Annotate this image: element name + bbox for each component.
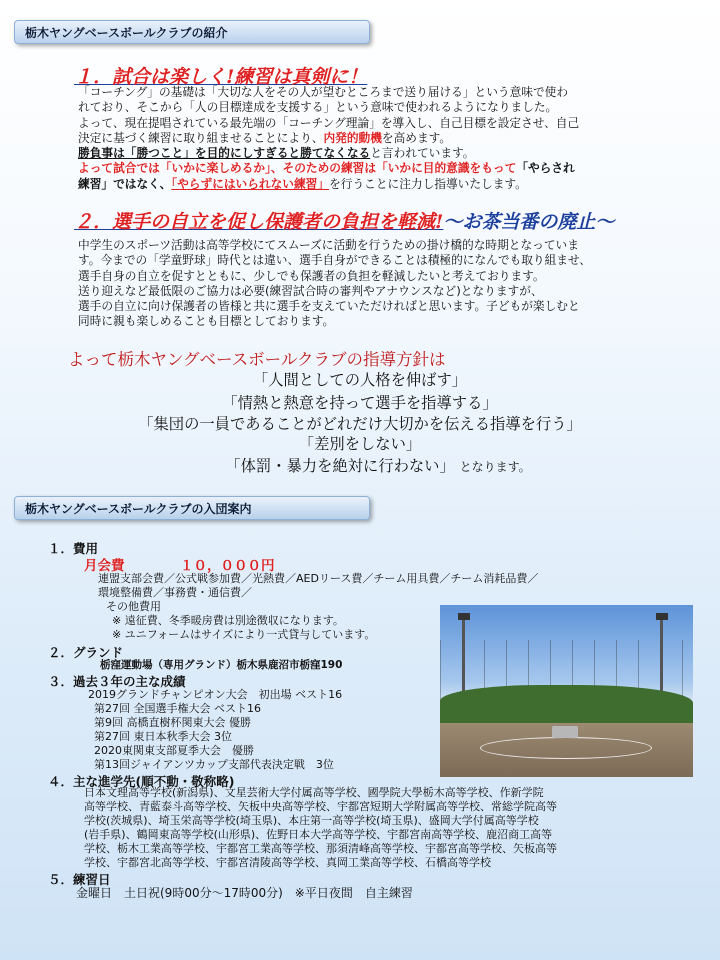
result-item: 第27回 全国選手権大会 ベスト16 (94, 702, 261, 715)
p1-emphasis: よって試合では「いかに楽しめるか」、そのための練習は「いかに目的意識をもって (78, 161, 517, 176)
policy-item-last (0, 456, 720, 478)
practice-title: ５．練習日 (48, 872, 111, 887)
school-line: 学校、栃木工業高等学校、宇都宮工業高等学校、那須清峰高等学校、宇都宮高等学校、矢板高等 (84, 842, 557, 855)
policy-text: 「体罰・暴力を絶対に行わない」 (225, 457, 455, 475)
home-plate-area (552, 726, 578, 738)
field-line (480, 737, 652, 759)
fee-note: ※ ユニフォームはサイズにより一式貸与しています。 (112, 628, 376, 641)
heading-1-text: １．試合は楽しく!練習は真剣に！ (74, 66, 368, 88)
p1-emphasis: 練習」ではなく、 (78, 176, 172, 191)
p1-text: 決定に基づく練習に取り組ませることにより、 (78, 130, 324, 145)
p1-text: と言われています。 (370, 146, 475, 161)
fee-title: １．費用 (48, 541, 99, 556)
p1-line: 「コーチング」の基礎は「大切な人をその人が望むところまで送り届ける」という意味で使わ (78, 85, 569, 99)
p2-line: 選手の自立に向け保護者の皆様と共に選手を支えていただければと思います。子どもが楽しむと (78, 299, 580, 314)
p2-line: 同時に親も楽しめることも目標としております。 (78, 314, 335, 329)
p1-emphasis: 「やらずにはいられない練習」 (171, 176, 330, 191)
p1-emphasis: 勝負事は「勝つこと」を目的にしすぎると (78, 146, 301, 161)
p1-emphasis: 「やらされ (516, 161, 575, 176)
school-line: 学校(茨城県)、埼玉栄高等学校(埼玉県)、本庄第一高等学校(埼玉県)、盛岡大学付属高等学校 (84, 814, 539, 827)
result-item: 2020東関東支部夏季大会 優勝 (94, 744, 254, 757)
baseball-field-photo (440, 605, 693, 777)
light-fixture (458, 613, 470, 620)
p2-line: 選手自身の自立を促すとともに、少しでも保護者の負担を軽減したいと考えております。 (78, 268, 545, 283)
result-item: 2019グランドチャンピオン大会 初出場 ベスト16 (88, 688, 343, 701)
p1-emphasis: 内発的動機 (323, 130, 382, 145)
ground-detail: 栃窪運動場（専用グランド）栃木県鹿沼市栃窪190 (100, 659, 343, 671)
policy-tail: となります。 (459, 460, 531, 474)
results-title: ３．過去３年の主な成績 (48, 674, 186, 689)
school-line: (岩手県)、鶴岡東高等学校(山形県)、佐野日本大学高等学校、宇都宮南高等学校、鹿沼商工高等 (84, 828, 553, 841)
school-line: 学校、宇都宮北高等学校、宇都宮清陵高等学校、真岡工業高等学校、石橋高等学校 (84, 856, 491, 869)
fee-other: その他費用 (106, 600, 161, 613)
p2-line: す。今までの「学童野球」時代とは違い、選手自身ができることは積極的になんでも取り組ませ、 (78, 253, 591, 268)
heading-2-text: ２．選手の自立を促し保護者の負担を軽減! (74, 211, 444, 233)
policy-item: 「集団の一員であることがどれだけ大切かを伝える指導を行う」 (138, 415, 582, 433)
schools-title: ４．主な進学先(順不動・敬称略) (48, 774, 235, 789)
policy-item: 「人間としての人格を伸ばす」 (252, 371, 468, 389)
p2-line: 送り迎えなど最低限のご協力は必要(練習試合時の審判やアナウンスなど)となりますが、 (78, 283, 543, 298)
monthly-fee-amount: １０，０００円 (180, 558, 275, 574)
p2-line: 中学生のスポーツ活動は高等学校にてスムーズに活動を行うための掛け橋的な時期となっていま (78, 238, 579, 252)
p1-line (78, 146, 703, 161)
p1-line (78, 131, 703, 146)
p1-line: れており、そこから「人の目標達成を支援する」という意味で使われるようになりました。 (78, 100, 558, 115)
independence-paragraph (78, 238, 703, 330)
p1-text: を高めます。 (381, 130, 452, 145)
fee-items: 環境整備費／事務費・通信費／ (98, 586, 252, 599)
heading-2-subtitle: 〜お茶当番の廃止〜 (443, 211, 615, 233)
p1-text: を行うことに注力し指導いたします。 (329, 176, 527, 191)
tree-line (440, 685, 693, 725)
p1-line (78, 177, 703, 192)
fee-note: ※ 遠征費、冬季暖房費は別途徴収になります。 (112, 614, 344, 627)
result-item: 第13回ジャイアンツカップ支部代表決定戦 3位 (94, 758, 334, 771)
section-title-admission: 栃木ヤングベースボールクラブの入団案内 (14, 496, 370, 520)
heading-independence (74, 207, 614, 234)
p1-emphasis: 勝てなくなる (300, 146, 371, 161)
result-item: 第27回 東日本秋季大会 3位 (94, 730, 232, 743)
monthly-fee-label: 月会費 (84, 558, 125, 574)
result-item: 第9回 高橋直樹杯関東大会 優勝 (94, 716, 251, 729)
section-title-intro: 栃木ヤングベースボールクラブの紹介 (14, 20, 370, 44)
policy-lead: よって栃木ヤングベースボールクラブの指導方針は (68, 350, 446, 369)
school-line: 日本文理高等学校(新潟県)、文星芸術大学付属高等学校、國學院大學栃木高等学校、作新学院 (84, 786, 544, 799)
practice-detail: 金曜日 土日祝(9時00分〜17時00分) ※平日夜間 自主練習 (76, 886, 413, 900)
policy-item: 「差別をしない」 (298, 435, 422, 453)
light-fixture (656, 613, 668, 620)
ground-title: ２．グランド (48, 645, 124, 660)
school-line: 高等学校、青藍泰斗高等学校、矢板中央高等学校、宇都宮短期大学附属高等学校、常総学院高等 (84, 800, 557, 813)
fee-items: 連盟支部会費／公式戦参加費／光熱費／AEDリース費／チーム用具費／チーム消耗品費／ (98, 572, 539, 585)
policy-item: 「情熱と熱意を持って選手を指導する」 (222, 394, 498, 412)
p1-line (78, 161, 703, 176)
coaching-paragraph (78, 85, 703, 192)
p1-line: よって、現在提唱されている最先端の「コーチング理論」を導入し、自己目標を設定させ、自己 (78, 115, 580, 130)
